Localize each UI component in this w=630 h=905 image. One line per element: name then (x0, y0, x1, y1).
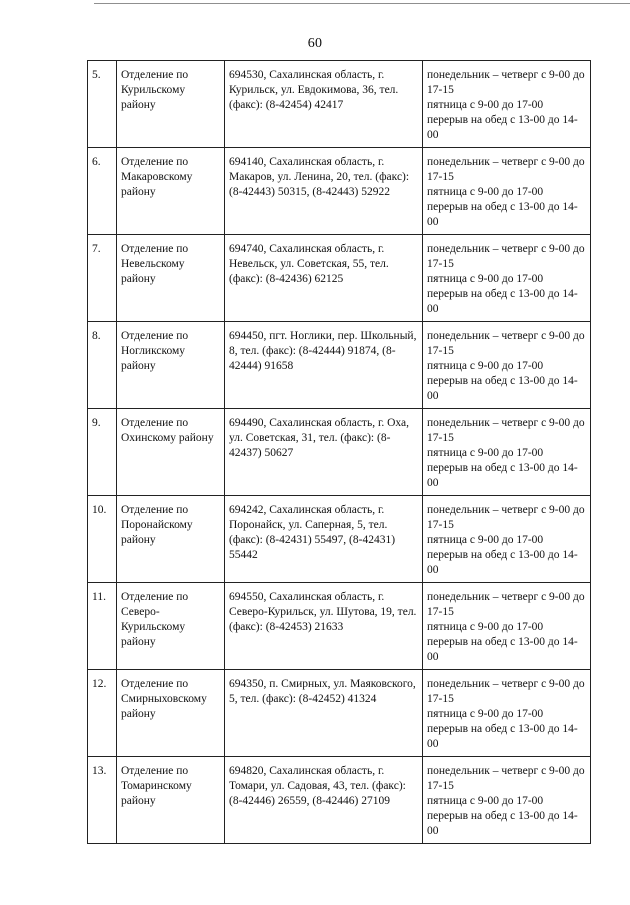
hours-lunch: перерыв на обед с 13-00 до 14-00 (427, 549, 578, 576)
office-address: 694450, пгт. Ноглики, пер. Школьный, 8, тел. (факс): (8-42444) 91874, (8-42444) 91658 (225, 322, 423, 409)
row-number: 11. (88, 583, 117, 670)
row-number: 6. (88, 148, 117, 235)
page-number: 60 (307, 36, 323, 51)
office-hours (423, 409, 591, 496)
office-name: Отделение по Невельскому району (117, 235, 225, 322)
hours-weekdays: понедельник – четверг с 9-00 до 17-15 (427, 678, 585, 705)
table-row (88, 235, 591, 322)
hours-friday: пятница с 9-00 до 17-00 (427, 273, 544, 285)
office-hours (423, 583, 591, 670)
hours-friday: пятница с 9-00 до 17-00 (427, 795, 544, 807)
row-number: 5. (88, 61, 117, 148)
office-hours (423, 496, 591, 583)
hours-friday: пятница с 9-00 до 17-00 (427, 99, 544, 111)
hours-lunch: перерыв на обед с 13-00 до 14-00 (427, 810, 578, 837)
office-hours (423, 670, 591, 757)
table-row (88, 496, 591, 583)
row-number: 10. (88, 496, 117, 583)
office-name: Отделение по Северо-Курильскому району (117, 583, 225, 670)
office-name: Отделение по Смирныховскому району (117, 670, 225, 757)
hours-weekdays: понедельник – четверг с 9-00 до 17-15 (427, 330, 585, 357)
office-name: Отделение по Томаринскому району (117, 757, 225, 844)
row-number: 12. (88, 670, 117, 757)
row-number: 8. (88, 322, 117, 409)
hours-friday: пятница с 9-00 до 17-00 (427, 447, 544, 459)
hours-weekdays: понедельник – четверг с 9-00 до 17-15 (427, 243, 585, 270)
office-name: Отделение по Поронайскому району (117, 496, 225, 583)
hours-lunch: перерыв на обед с 13-00 до 14-00 (427, 723, 578, 750)
table-row (88, 322, 591, 409)
hours-weekdays: понедельник – четверг с 9-00 до 17-15 (427, 765, 585, 792)
table-row (88, 757, 591, 844)
office-address: 694740, Сахалинская область, г. Невельск, ул. Советская, 55, тел. (факс): (8-42436) 62125 (225, 235, 423, 322)
hours-friday: пятница с 9-00 до 17-00 (427, 360, 544, 372)
office-address: 694140, Сахалинская область, г. Макаров, ул. Ленина, 20, тел. (факс): (8-42443) 50315, (8-42443) 52922 (225, 148, 423, 235)
hours-weekdays: понедельник – четверг с 9-00 до 17-15 (427, 69, 585, 96)
office-hours (423, 235, 591, 322)
office-address: 694550, Сахалинская область, г. Северо-Курильск, ул. Шутова, 19, тел. (факс): (8-42453) 21633 (225, 583, 423, 670)
hours-weekdays: понедельник – четверг с 9-00 до 17-15 (427, 156, 585, 183)
table-row (88, 409, 591, 496)
office-hours (423, 757, 591, 844)
office-address: 694490, Сахалинская область, г. Оха, ул. Советская, 31, тел. (факс): (8-42437) 50627 (225, 409, 423, 496)
hours-friday: пятница с 9-00 до 17-00 (427, 534, 544, 546)
table-row (88, 61, 591, 148)
office-address: 694350, п. Смирных, ул. Маяковского, 5, тел. (факс): (8-42452) 41324 (225, 670, 423, 757)
office-hours (423, 61, 591, 148)
hours-lunch: перерыв на обед с 13-00 до 14-00 (427, 114, 578, 141)
row-number: 9. (88, 409, 117, 496)
hours-lunch: перерыв на обед с 13-00 до 14-00 (427, 375, 578, 402)
top-scan-line (94, 3, 630, 4)
table-row (88, 670, 591, 757)
hours-weekdays: понедельник – четверг с 9-00 до 17-15 (427, 591, 585, 618)
hours-lunch: перерыв на обед с 13-00 до 14-00 (427, 636, 578, 663)
table-row (88, 148, 591, 235)
office-hours (423, 148, 591, 235)
office-address: 694820, Сахалинская область, г. Томари, ул. Садовая, 43, тел. (факс): (8-42446) 26559, (8-42446) 27109 (225, 757, 423, 844)
office-name: Отделение по Курильскому району (117, 61, 225, 148)
hours-friday: пятница с 9-00 до 17-00 (427, 708, 544, 720)
office-name: Отделение по Ногликскому району (117, 322, 225, 409)
office-address: 694530, Сахалинская область, г. Курильск, ул. Евдокимова, 36, тел. (факс): (8-42454) 42417 (225, 61, 423, 148)
hours-friday: пятница с 9-00 до 17-00 (427, 186, 544, 198)
hours-lunch: перерыв на обед с 13-00 до 14-00 (427, 462, 578, 489)
row-number: 7. (88, 235, 117, 322)
hours-lunch: перерыв на обед с 13-00 до 14-00 (427, 201, 578, 228)
office-name: Отделение по Макаровскому району (117, 148, 225, 235)
hours-lunch: перерыв на обед с 13-00 до 14-00 (427, 288, 578, 315)
office-address: 694242, Сахалинская область, г. Поронайск, ул. Саперная, 5, тел. (факс): (8-42431) 55497, (8-42431) 55442 (225, 496, 423, 583)
office-hours (423, 322, 591, 409)
hours-weekdays: понедельник – четверг с 9-00 до 17-15 (427, 504, 585, 531)
table-row (88, 583, 591, 670)
hours-weekdays: понедельник – четверг с 9-00 до 17-15 (427, 417, 585, 444)
hours-friday: пятница с 9-00 до 17-00 (427, 621, 544, 633)
offices-table (87, 60, 591, 844)
office-name: Отделение по Охинскому району (117, 409, 225, 496)
row-number: 13. (88, 757, 117, 844)
